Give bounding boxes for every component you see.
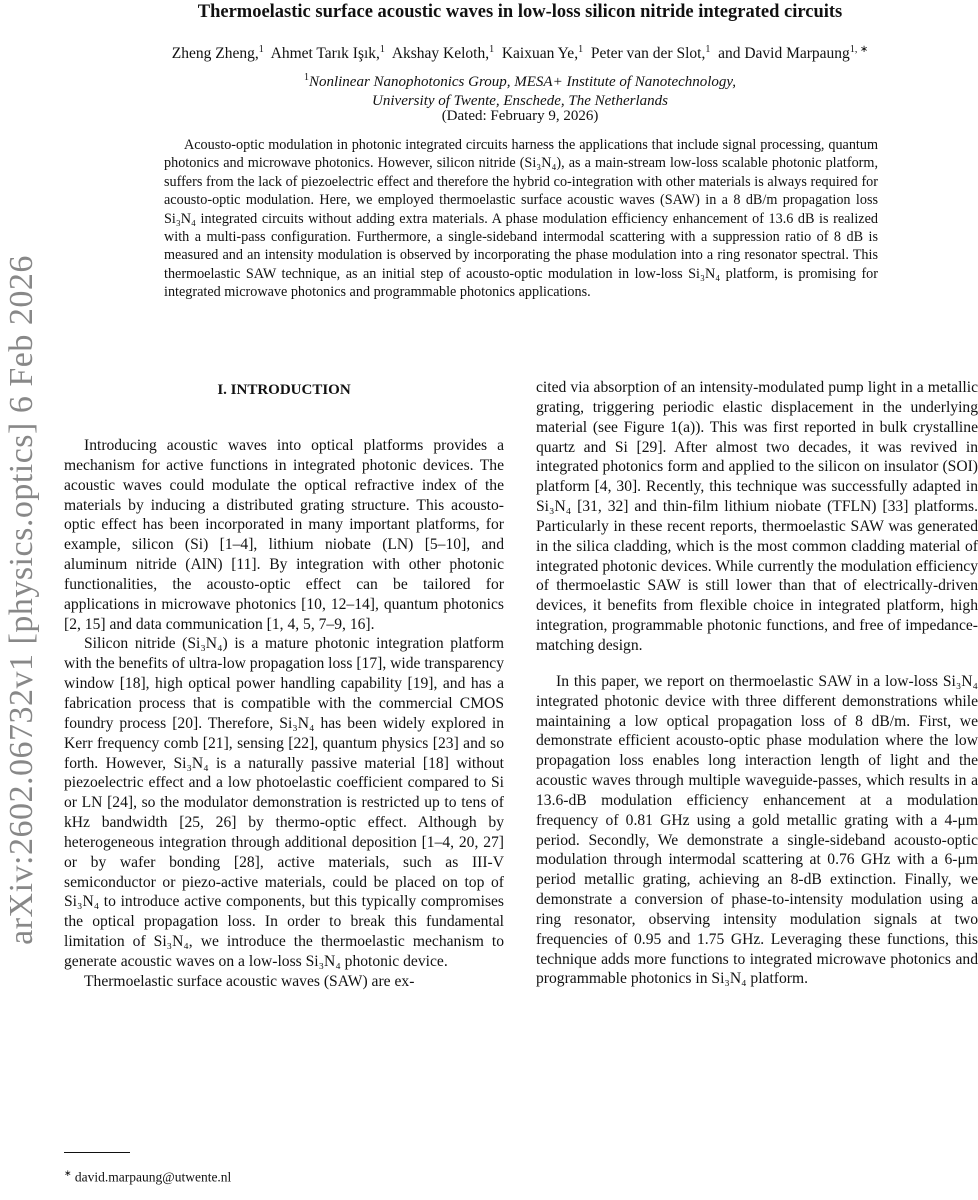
author: Akshay Keloth,$^1$: [391, 44, 495, 63]
author: Kaixuan Ye,$^1$: [501, 44, 584, 63]
right-column: [536, 378, 978, 989]
author: Ahmet Tarık Işık,$^1$: [270, 44, 385, 63]
paper-title: Thermoelastic surface acoustic waves in low-loss silicon nitride integrated circuits: [197, 2, 843, 22]
paragraph: In this paper, we report on thermoelastic SAW in a low-loss Si₃N₄ integrated photonic device with three different demonstrations while maintaining a low optical propagation loss of 8 dB/m. First, we demonstrate efficient acousto-optic phase modulation where the low propagation loss enables long interaction length of light and the acoustic waves through multiple waveguide-passes, which results in a 13.6-dB modulation efficiency enhancement at a modulation frequency of 0.81 GHz using a gold metallic grating with a 4-μm period. Secondly, We demonstrate a single-sideband acousto-optic modulation through intermodal scattering at 0.76 GHz with a 6-μm period metallic grating, achieving an 8-dB extinction. Finally, we demonstrate a conversion of phase-to-intensity modulation using a ring resonator, observing intensity modulation signals at two frequencies of 0.95 and 1.75 GHz. Leveraging these functions, this technique adds more functions to integrated microwave photonics and programmable photonics in Si₃N₄ platform.: [536, 672, 978, 988]
left-column: [64, 378, 504, 992]
arxiv-side-stamp: [0, 0, 44, 1200]
author: Peter van der Slot,$^1$: [590, 44, 711, 63]
corresponding-email[interactable]: david.marpaung@utwente.nl: [74, 1169, 232, 1185]
section-heading-introduction: I. INTRODUCTION: [217, 382, 351, 398]
author: and David Marpaung$^{1, ∗}$: [718, 44, 869, 63]
footnote-mark: ∗: [64, 1168, 72, 1178]
affiliation: $^1$Nonlinear Nanophotonics Group, MESA+ Institute of Nanotechnology, University of Twente, Enschede, The Netherlands: [303, 72, 737, 109]
paragraph: cited via absorption of an intensity-modulated pump light in a metallic grating, triggering periodic elastic displacement in the underlying material (see Figure 1(a)). This was first reported in bulk crystalline quartz and Si [29]. After almost two decades, it was revived in integrated photonics form and applied to the silicon on insulator (SOI) platform [4, 30]. Recently, this technique was successfully adapted in Si₃N₄ [31, 32] and thin-film lithium niobate (TFLN) [33] platforms. Particularly in these recent reports, thermoelastic SAW was generated in the silica cladding, which is the most common cladding material of integrated photonic devices. While currently the modulation efficiency of thermoelastic SAW is still lower than that of electrically-driven devices, it benefits from flexible choice in integrated platform, high integration, programmable photonic functions, and free of impedance-matching design.: [536, 379, 978, 654]
paper-page: [62, 0, 978, 1200]
paragraph: Silicon nitride (Si₃N₄) is a mature photonic integration platform with the benefits of ultra-low propagation loss [17], wide transparency window [18], high optical power handling capability [19], and has a fabrication process that is compatible with the commercial CMOS foundry process [20]. Therefore, Si₃N₄ has been widely explored in Kerr frequency comb [21], sensing [22], quantum physics [23] and so forth. However, Si₃N₄ is a naturally passive material [18] without piezoelectric effect and a low photoelastic coefficient compared to Si or LN [24], so the modulator demonstration is restricted up to tens of kHz bandwidth [25, 26] by thermo-optic effect. Although by heterogeneous integration through additional deposition [1–4, 20, 27] or by wafer bonding [28], active materials, such as III-V semiconductor or piezo-active materials, could be placed on top of Si₃N₄ to introduce active components, but this typically compromises the optical propagation loss. In order to break this fundamental limitation of Si₃N₄, we introduce the thermoelastic mechanism to generate acoustic waves on a low-loss Si₃N₄ photonic device.: [64, 635, 504, 970]
abstract: Acousto-optic modulation in photonic integrated circuits harness the applications that include signal processing, quantum photonics and microwave photonics. However, silicon nitride (Si₃N₄), as a main-stream low-loss scalable photonic platform, suffers from the lack of piezoelectric effect and therefore the hybrid co-integration with other materials is always required for acousto-optic modulation. Here, we employed thermoelastic surface acoustic waves (SAW) in a 8 dB/m propagation loss Si₃N₄ integrated circuits without adding extra materials. A phase modulation efficiency enhancement of 13.6 dB is realized with a multi-pass configuration. Furthermore, a single-sideband intermodal scattering with a suppression ratio of 8 dB is measured and an intensity modulation is observed by incorporating the phase modulation into a ring resonator spectral. This thermoelastic SAW technique, as an initial step of acousto-optic modulation in low-loss Si₃N₄ platform, is promising for integrated microwave photonics and programmable photonics applications.: [164, 137, 878, 301]
dated-line: (Dated: February 9, 2026): [441, 108, 599, 124]
paragraph: Introducing acoustic waves into optical platforms provides a mechanism for active functions in integrated photonic devices. The acoustic waves could modulate the optical refractive index of the materials by inducing a distributed grating structure. This acousto-optic effect has been incorporated in many important platforms, for example, silicon (Si) [1–4], lithium niobate (LN) [5–10], and aluminum nitride (AlN) [11]. By integration with other photonic functionalities, the acousto-optic effect can be tailored for applications in microwave photonics [10, 12–14], quantum photonics [2, 15] and data communication [1, 4, 5, 7–9, 16].: [64, 437, 504, 633]
footnote-rule: [64, 1152, 130, 1153]
author: Zheng Zheng,$^1$: [171, 44, 264, 63]
author-list: [62, 44, 978, 63]
arxiv-identifier[interactable]: arXiv:2602.06732v1 [physics.optics] 6 Feb 2026: [3, 255, 40, 945]
footnote: [64, 1168, 231, 1186]
paragraph: Thermoelastic surface acoustic waves (SAW) are ex-: [84, 972, 415, 990]
